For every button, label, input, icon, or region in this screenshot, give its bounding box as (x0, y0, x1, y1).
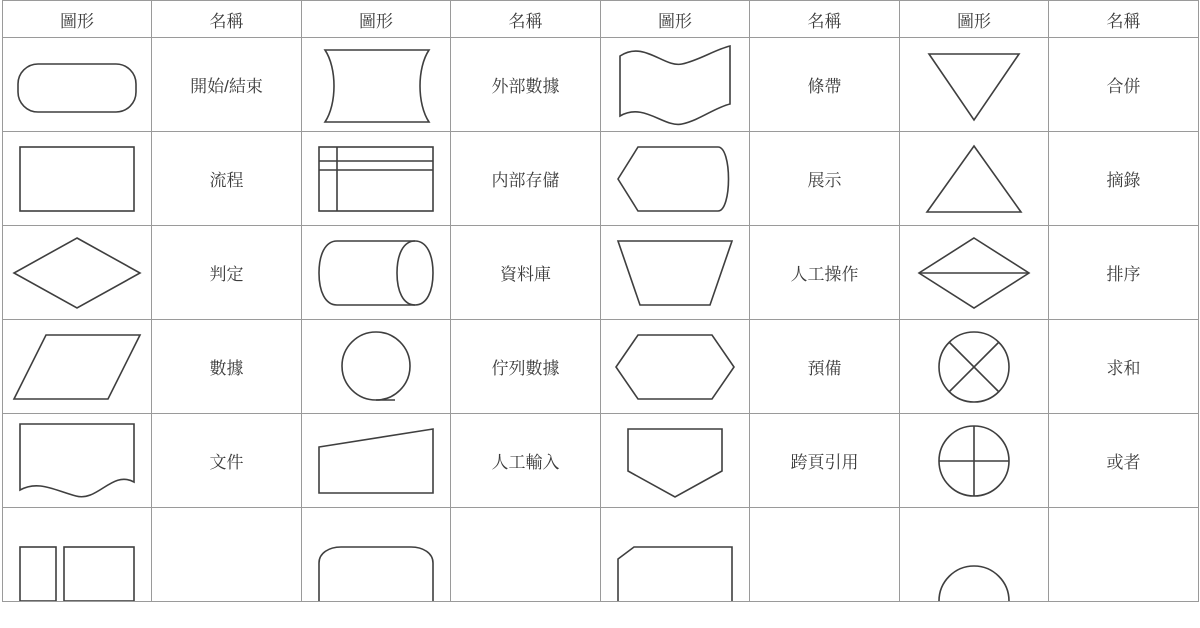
manual-input-shape (302, 414, 450, 507)
table-row (3, 226, 1199, 320)
manual-operation-trapezoid-shape (601, 226, 749, 319)
shape-cell (601, 226, 750, 320)
shape-cell (900, 414, 1049, 508)
shape-cell (601, 320, 750, 414)
shape-cell (601, 508, 750, 602)
shape-name: 合併 (1049, 38, 1199, 132)
shape-name: 内部存儲 (451, 132, 601, 226)
column-header-shape-4: 圖形 (900, 1, 1049, 38)
shape-name: 資料庫 (451, 226, 601, 320)
card-partial-shape (601, 541, 749, 569)
shape-name (451, 508, 601, 602)
ribbon-wave-shape (601, 38, 749, 131)
display-shape (601, 132, 749, 225)
column-header-name-4: 名稱 (1049, 1, 1199, 38)
shape-cell (302, 38, 451, 132)
circle-with-plus-shape (900, 414, 1048, 507)
column-header-shape-3: 圖形 (601, 1, 750, 38)
shape-name (152, 508, 302, 602)
table-row (3, 320, 1199, 414)
shape-name: 或者 (1049, 414, 1199, 508)
shape-name: 展示 (750, 132, 900, 226)
shape-cell (302, 508, 451, 602)
shape-cell (3, 414, 152, 508)
table-row (3, 132, 1199, 226)
shape-cell (3, 226, 152, 320)
shape-cell (601, 132, 750, 226)
internal-storage-shape (302, 132, 450, 225)
shape-name: 數據 (152, 320, 302, 414)
column-header-name-3: 名稱 (750, 1, 900, 38)
shape-name: 文件 (152, 414, 302, 508)
shape-cell (302, 226, 451, 320)
shape-name (1049, 508, 1199, 602)
multi-document-shape (3, 541, 151, 569)
rounded-partial-shape (302, 541, 450, 569)
shape-name: 人工輸入 (451, 414, 601, 508)
diamond-shape (3, 226, 151, 319)
shape-name: 外部數據 (451, 38, 601, 132)
shape-name: 排序 (1049, 226, 1199, 320)
column-header-name-2: 名稱 (451, 1, 601, 38)
circle-queue-shape (302, 320, 450, 413)
hexagon-shape (601, 320, 749, 413)
table-row (3, 508, 1199, 602)
shape-name: 佇列數據 (451, 320, 601, 414)
flowchart-symbol-table (2, 0, 1199, 602)
shape-cell (900, 38, 1049, 132)
shape-name: 人工操作 (750, 226, 900, 320)
shape-cell (3, 508, 152, 602)
shape-cell (900, 320, 1049, 414)
shape-cell (900, 226, 1049, 320)
shape-name: 流程 (152, 132, 302, 226)
shape-cell (3, 320, 152, 414)
table-header-row (3, 1, 1199, 38)
up-triangle-shape (900, 132, 1048, 225)
diamond-with-line-shape (900, 226, 1048, 319)
shape-name: 判定 (152, 226, 302, 320)
shape-cell (3, 132, 152, 226)
column-header-shape-2: 圖形 (302, 1, 451, 38)
shape-name: 摘錄 (1049, 132, 1199, 226)
table-row (3, 38, 1199, 132)
rounded-rectangle-shape (3, 38, 151, 131)
parallelogram-shape (3, 320, 151, 413)
shape-cell (302, 132, 451, 226)
circle-with-cross-shape (900, 320, 1048, 413)
rectangle-shape (3, 132, 151, 225)
column-header-name-1: 名稱 (152, 1, 302, 38)
column-header-shape-1: 圖形 (3, 1, 152, 38)
shape-cell (302, 320, 451, 414)
document-wave-shape (3, 414, 151, 507)
off-page-reference-shape (601, 414, 749, 507)
shape-name: 開始/結束 (152, 38, 302, 132)
shape-cell (302, 414, 451, 508)
shape-name: 求和 (1049, 320, 1199, 414)
cylinder-database-shape (302, 226, 450, 319)
shape-name (750, 508, 900, 602)
shape-cell (601, 38, 750, 132)
shape-cell (3, 38, 152, 132)
shape-name: 條帶 (750, 38, 900, 132)
shape-name: 預備 (750, 320, 900, 414)
external-data-shape (302, 38, 450, 131)
shape-cell (900, 132, 1049, 226)
shape-cell (900, 508, 1049, 602)
table-row (3, 414, 1199, 508)
shape-name: 跨頁引用 (750, 414, 900, 508)
down-triangle-shape (900, 38, 1048, 131)
shape-cell (601, 414, 750, 508)
circle-partial-shape (900, 541, 1048, 569)
